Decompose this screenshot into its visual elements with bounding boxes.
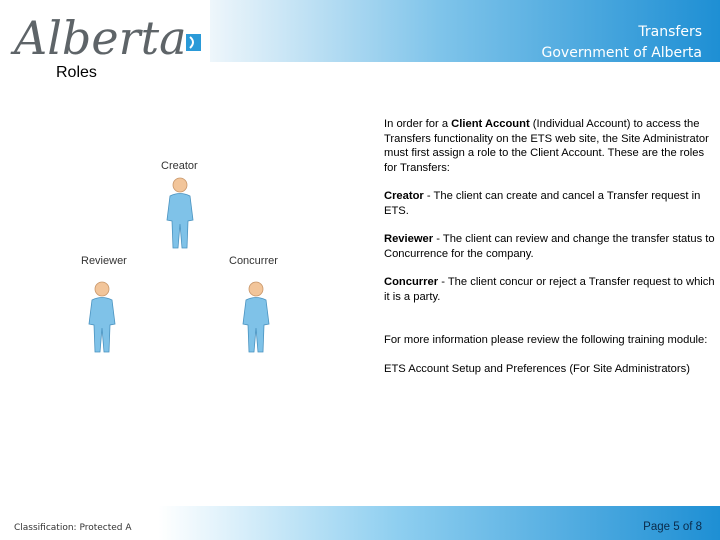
intro-text: In order for a <box>384 118 452 130</box>
training-module-name: ETS Account Setup and Preferences (For Site Administrators) <box>384 362 690 375</box>
client-account-term: Client Account <box>451 118 530 130</box>
creator-term: Creator <box>384 190 424 202</box>
concurrer-term: Concurrer <box>384 276 439 288</box>
intro-paragraph <box>384 117 716 175</box>
creator-description: - The client can create and cancel a Transfer request in ETS. <box>384 190 701 217</box>
svg-text:Alberta: Alberta <box>14 11 187 62</box>
concurrer-label: Concurrer <box>229 255 278 267</box>
header-title-line2: Government of Alberta <box>541 45 702 61</box>
concurrer-paragraph <box>384 275 716 304</box>
reviewer-term: Reviewer <box>384 233 434 245</box>
alberta-logo <box>10 4 205 62</box>
roles-description <box>384 117 716 390</box>
section-title: Roles <box>56 64 97 81</box>
creator-paragraph <box>384 189 716 218</box>
concurrer-description: - The client concur or reject a Transfer request to which it is a party. <box>384 276 715 303</box>
creator-person-icon <box>164 176 196 252</box>
concurrer-person-icon <box>240 280 272 356</box>
intro-text-rest: (Individual Account) to access the Transfers functionality on the ETS web site, the Site Administrator must first assign a role to the Client Account. These are the roles for Transfers: <box>384 118 709 174</box>
more-info-paragraph: For more information please review the following training module: <box>384 334 708 346</box>
reviewer-description: - The client can review and change the transfer status to Concurrence for the company. <box>384 233 715 260</box>
header-title <box>542 22 703 64</box>
reviewer-paragraph <box>384 232 716 261</box>
creator-label: Creator <box>161 160 198 172</box>
page-number: Page 5 of 8 <box>643 521 702 533</box>
classification-label: Classification: Protected A <box>14 523 132 533</box>
reviewer-person-icon <box>86 280 118 356</box>
header-title-line1: Transfers <box>638 24 702 40</box>
reviewer-label: Reviewer <box>81 255 127 267</box>
